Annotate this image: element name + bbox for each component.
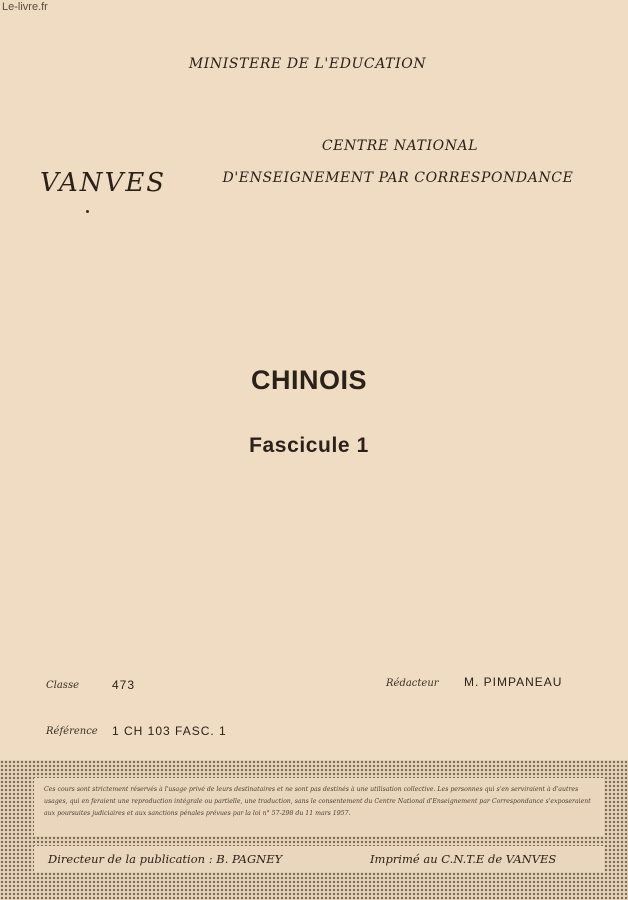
publication-director: Directeur de la publication : B. PAGNEY <box>48 852 283 866</box>
classe-value: 473 <box>112 678 136 692</box>
document-title: CHINOIS <box>250 365 367 395</box>
centre-line-2: D'ENSEIGNEMENT PAR CORRESPONDANCE <box>222 170 574 186</box>
classe-label: Classe <box>46 680 79 691</box>
watermark-text: Le-livre.fr <box>2 1 48 13</box>
redacteur-label: Rédacteur <box>386 678 439 689</box>
location-heading: VANVES <box>40 168 167 198</box>
redacteur-value: M. PIMPANEAU <box>464 675 563 689</box>
printer-credit: Imprimé au C.N.T.E de VANVES <box>370 852 557 866</box>
reference-label: Référence <box>46 726 98 737</box>
document-subtitle: Fascicule 1 <box>249 434 369 457</box>
reference-value: 1 CH 103 FASC. 1 <box>112 724 227 738</box>
ministry-heading: MINISTERE DE L'EDUCATION <box>188 56 427 72</box>
centre-line-1: CENTRE NATIONAL <box>321 138 479 154</box>
decorative-dot <box>86 210 89 213</box>
copyright-notice: Ces cours sont strictement réservés à l'usage privé de leurs destinataires et ne sont pas destinés à une utilisation collective. Les personnes qui s'en serviraient à d'autres usages, qui en feraient une reproduction intégrale ou partielle, une traduction, sans le consentement du Centre National d'Enseignement par Correspondance s'exposeraient aux poursuites judiciaires et aux sanctions pénales prévues par la loi n° 57-298 du 11 mars 1957. <box>44 786 591 817</box>
